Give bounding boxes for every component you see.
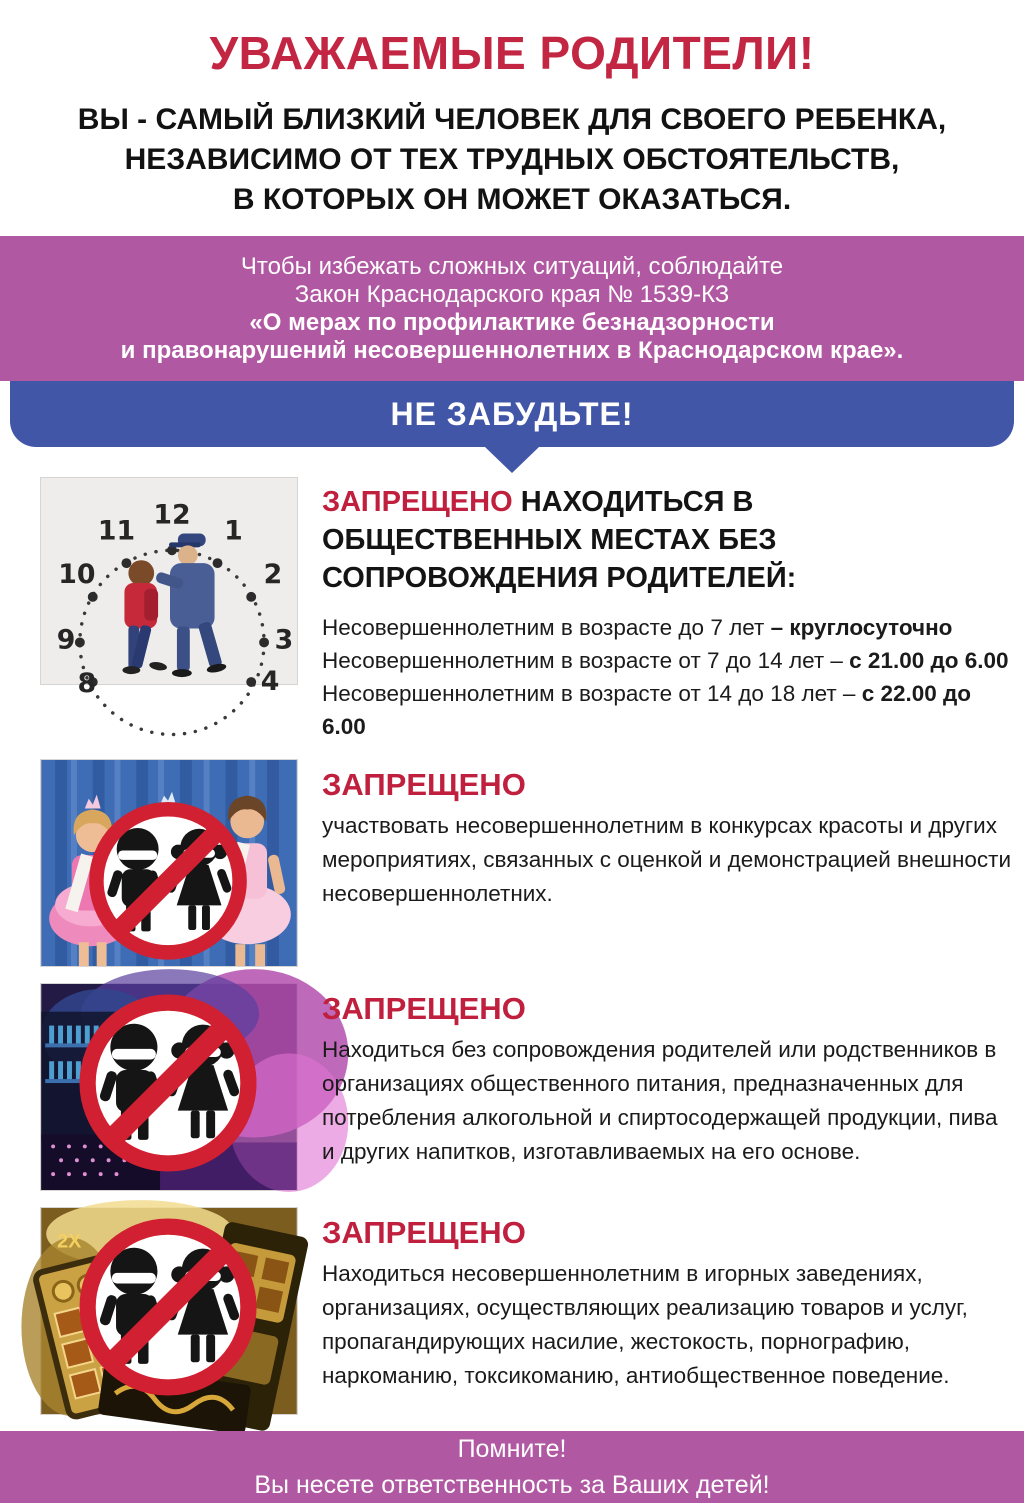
slot-machines-no-children-photo [40,1207,298,1415]
rule-body: Находиться несовершеннолетним в игорных заведениях, организациях, осуществляющих реализацию товаров и услуг, пропагандирующих насилие, жестокость, порнографию, наркоманию, токсикоманию, антиобщественное поведение. [322,1261,968,1388]
section-beauty-contests [40,759,1024,967]
footer-line: Помните! [457,1435,567,1463]
rule-line-bold: – круглосуточно [770,615,953,640]
rule-title [322,483,962,597]
reminder-banner [10,381,1014,473]
forbidden-label: ЗАПРЕЩЕНО [322,1215,526,1250]
night-club-scene [41,984,297,1190]
subtitle [0,100,1024,220]
rule-line [322,677,1012,743]
rule-sections [0,473,1024,1431]
forbidden-label: ЗАПРЕЩЕНО [322,767,526,802]
section-alcohol-venues [40,983,1024,1191]
rule-text [322,1207,1012,1393]
section-public-places-curfew [40,477,1024,743]
clock-number: 2 [263,558,283,590]
law-banner-line: Чтобы избежать сложных ситуаций, соблюдайте [240,253,784,280]
no-children-sign [88,1227,249,1388]
night-club-no-children-photo [40,983,298,1191]
curfew-clock-police-child-photo [40,477,298,699]
rule-line-bold: с 22.00 до 6.00 [322,681,972,739]
reminder-banner-notch [485,447,539,473]
law-banner-line: и правонарушений несовершеннолетних в Краснодарском крае». [120,337,904,364]
reminder-band [10,381,1014,447]
rule-line-text: Несовершеннолетним в возрасте от 14 до 18 лет – [322,681,856,706]
reminder-label: НЕ ЗАБУДЬТЕ! [390,395,634,432]
slot-label: 2X [57,1230,82,1253]
law-banner [0,236,1024,381]
clock-number: 4 [260,665,280,697]
clock-number: 12 [153,499,191,531]
section-gambling-venues [40,1207,1024,1415]
clock-scene [41,478,297,699]
rule-title-rest: НАХОДИТЬСЯ В ОБЩЕСТВЕННЫХ МЕСТАХ БЕЗ СОПРОВОЖДЕНИЯ РОДИТЕЛЕЙ: [322,486,797,594]
forbidden-label: ЗАПРЕЩЕНО [322,486,513,518]
rule-text [322,983,1012,1169]
clock-number: 1 [224,515,243,547]
footer-line: Вы несете ответственность за Ваших детей! [254,1471,770,1499]
no-children-sign [96,809,239,952]
forbidden-label: ЗАПРЕЩЕНО [322,991,526,1026]
no-children-sign [88,1003,249,1164]
rule-body: участвовать несовершеннолетним в конкурсах красоты и других мероприятиях, связанных с оценкой и демонстрацией внешности несовершеннолетних. [322,813,1012,906]
rule-text [322,759,1012,911]
clock-number: 9 [56,624,76,656]
rule-line-text: Несовершеннолетним в возрасте от 7 до 14 лет – [322,648,843,673]
rule-line-bold: с 21.00 до 6.00 [849,648,1009,673]
law-banner-line: Закон Краснодарского края № 1539-КЗ [294,281,730,308]
slot-machines-scene [41,1208,297,1414]
subtitle-line: НЕЗАВИСИМО ОТ ТЕХ ТРУДНЫХ ОБСТОЯТЕЛЬСТВ, [124,143,900,176]
clock-number: 11 [97,515,136,547]
rule-line-text: Несовершеннолетним в возрасте до 7 лет [322,615,765,640]
pageant-scene [41,760,297,966]
subtitle-line: В КОТОРЫХ ОН МОЖЕТ ОКАЗАТЬСЯ. [232,183,792,216]
header [0,0,1024,236]
page-title: УВАЖАЕМЫЕ РОДИТЕЛИ! [209,27,815,79]
clock-number: 8 [77,667,97,699]
law-banner-line: «О мерах по профилактике безнадзорности [249,309,775,336]
rule-line [322,644,1012,677]
rule-body: Находиться без сопровождения родителей или родственников в организациях общественного питания, предназначенных для потребления алкогольной и спиртосодержащей продукции, пива и других напитков, изготавливаемых на его основе. [322,1037,998,1164]
clock-number: 10 [58,558,96,590]
rule-text [322,477,1012,743]
beauty-pageant-no-children-photo [40,759,298,967]
clock-number: 3 [274,624,294,656]
subtitle-line: ВЫ - САМЫЙ БЛИЗКИЙ ЧЕЛОВЕК ДЛЯ СВОЕГО РЕБЕНКА, [77,103,947,136]
footer-banner [0,1431,1024,1503]
rule-line [322,611,1012,644]
